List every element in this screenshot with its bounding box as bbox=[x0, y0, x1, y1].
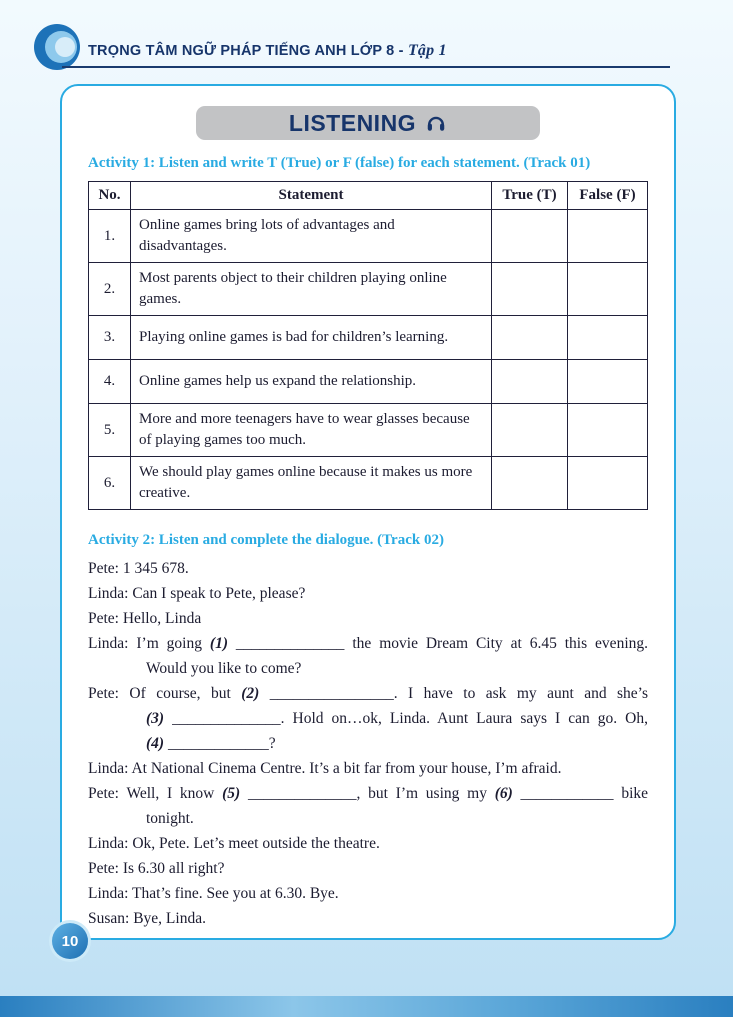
bottom-bar-decoration bbox=[0, 996, 733, 1017]
row-statement-cell: More and more teenagers have to wear glasses because of playing games too much. bbox=[131, 404, 492, 457]
blank-number-marker: (6) bbox=[494, 785, 513, 802]
dialogue-text: ______________. Hold on…ok, Linda. Aunt Laura says I can go. Oh, bbox=[164, 710, 648, 727]
dialogue-text: Linda: Ok, Pete. Let’s meet outside the theatre. bbox=[88, 835, 380, 852]
header-rule bbox=[62, 66, 670, 68]
dialogue-line bbox=[88, 806, 648, 831]
page-number-badge bbox=[52, 923, 88, 959]
row-number-cell: 1. bbox=[89, 210, 131, 263]
dialogue-text: ____________ bike bbox=[512, 785, 649, 802]
dialogue-line bbox=[88, 756, 648, 781]
page-number: 10 bbox=[61, 932, 79, 950]
column-header-statement: Statement bbox=[131, 182, 492, 210]
table-row bbox=[89, 360, 648, 404]
section-title-bar bbox=[196, 106, 540, 140]
dialogue-text: Pete: Of course, but bbox=[88, 685, 242, 702]
row-true-cell bbox=[492, 263, 568, 316]
dialogue-line bbox=[88, 856, 648, 881]
table-row bbox=[89, 404, 648, 457]
dialogue-line bbox=[88, 731, 648, 756]
page-header bbox=[88, 42, 447, 60]
row-statement-cell: Online games help us expand the relationship. bbox=[131, 360, 492, 404]
table-row bbox=[89, 210, 648, 263]
row-number-cell: 4. bbox=[89, 360, 131, 404]
blank-number-marker: (2) bbox=[241, 685, 260, 702]
dialogue-text: Pete: Is 6.30 all right? bbox=[88, 860, 225, 877]
row-false-cell bbox=[568, 263, 648, 316]
bullseye-inner-ring bbox=[55, 37, 75, 57]
content-box bbox=[60, 84, 676, 940]
row-number-cell: 5. bbox=[89, 404, 131, 457]
row-statement-cell: Most parents object to their children playing online games. bbox=[131, 263, 492, 316]
bullseye-icon bbox=[34, 24, 80, 70]
dialogue-text: tonight. bbox=[146, 810, 194, 827]
dialogue-text: Pete: Hello, Linda bbox=[88, 610, 202, 627]
column-header-no: No. bbox=[89, 182, 131, 210]
dialogue-line bbox=[88, 581, 648, 606]
row-true-cell bbox=[492, 316, 568, 360]
book-volume: Tập 1 bbox=[407, 42, 447, 59]
statements-table bbox=[88, 181, 648, 510]
activity1-heading: Activity 1: Listen and write T (True) or F (false) for each statement. (Track 01) bbox=[88, 155, 591, 171]
dialogue-line bbox=[88, 681, 648, 706]
row-false-cell bbox=[568, 404, 648, 457]
row-number-cell: 2. bbox=[89, 263, 131, 316]
table-row bbox=[89, 316, 648, 360]
dialogue-text: Pete: Well, I know bbox=[88, 785, 223, 802]
table-header-row bbox=[89, 182, 648, 210]
row-true-cell bbox=[492, 210, 568, 263]
table-row bbox=[89, 457, 648, 510]
dialogue-line bbox=[88, 606, 648, 631]
blank-number-marker: (1) bbox=[209, 635, 228, 652]
activity2-heading: Activity 2: Listen and complete the dialogue. (Track 02) bbox=[88, 532, 444, 548]
row-statement-cell: Online games bring lots of advantages and disadvantages. bbox=[131, 210, 492, 263]
row-true-cell bbox=[492, 457, 568, 510]
blank-number-marker: (4) bbox=[146, 735, 165, 752]
dialogue-line bbox=[88, 831, 648, 856]
dialogue-line bbox=[88, 881, 648, 906]
row-false-cell bbox=[568, 457, 648, 510]
dialogue-line bbox=[88, 906, 648, 931]
dialogue-line bbox=[88, 706, 648, 731]
blank-number-marker: (5) bbox=[222, 785, 241, 802]
dialogue-text: Susan: Bye, Linda. bbox=[88, 910, 206, 927]
dialogue-text: ______________, but I’m using my bbox=[240, 785, 495, 802]
dialogue-line bbox=[88, 656, 648, 681]
row-true-cell bbox=[492, 360, 568, 404]
dialogue-text: _____________? bbox=[164, 735, 276, 752]
dialogue bbox=[88, 556, 648, 931]
row-false-cell bbox=[568, 316, 648, 360]
dialogue-text: ________________. I have to ask my aunt and she’s bbox=[259, 685, 649, 702]
dialogue-text: Linda: I’m going bbox=[88, 635, 210, 652]
dialogue-text: Linda: At National Cinema Centre. It’s a bit far from your house, I’m afraid. bbox=[88, 760, 562, 777]
blank-number-marker: (3) bbox=[146, 710, 165, 727]
statements-table-body bbox=[89, 210, 648, 510]
dialogue-text: Would you like to come? bbox=[146, 660, 302, 677]
dialogue-line bbox=[88, 556, 648, 581]
column-header-true: True (T) bbox=[492, 182, 568, 210]
section-title: LISTENING bbox=[288, 109, 417, 136]
dialogue-text: Linda: That’s fine. See you at 6.30. Bye. bbox=[88, 885, 339, 902]
dialogue-text: Linda: Can I speak to Pete, please? bbox=[88, 585, 306, 602]
dialogue-line bbox=[88, 781, 648, 806]
row-true-cell bbox=[492, 404, 568, 457]
row-false-cell bbox=[568, 360, 648, 404]
row-statement-cell: Playing online games is bad for children’s learning. bbox=[131, 316, 492, 360]
column-header-false: False (F) bbox=[568, 182, 648, 210]
dialogue-line bbox=[88, 631, 648, 656]
row-false-cell bbox=[568, 210, 648, 263]
row-number-cell: 6. bbox=[89, 457, 131, 510]
headphones-icon bbox=[425, 112, 447, 134]
row-number-cell: 3. bbox=[89, 316, 131, 360]
dialogue-text: Pete: 1 345 678. bbox=[88, 560, 189, 577]
dialogue-text: ______________ the movie Dream City at 6.45 this evening. bbox=[228, 635, 648, 652]
table-row bbox=[89, 263, 648, 316]
book-title: TRỌNG TÂM NGỮ PHÁP TIẾNG ANH LỚP 8 - bbox=[88, 43, 408, 59]
row-statement-cell: We should play games online because it makes us more creative. bbox=[131, 457, 492, 510]
